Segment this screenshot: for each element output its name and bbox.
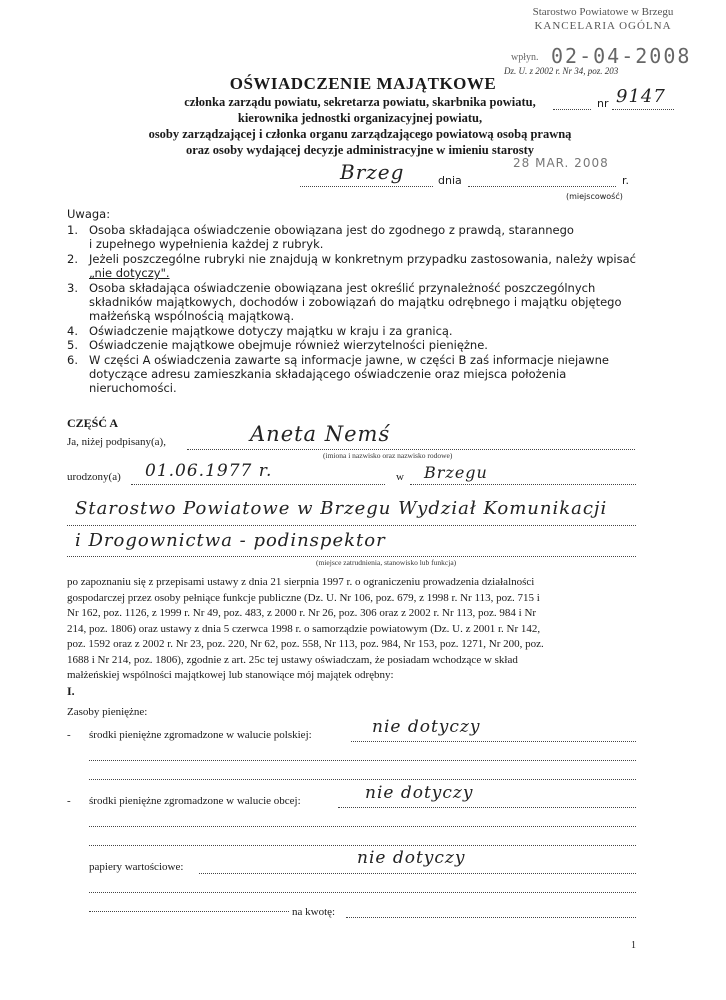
papiery-label: papiery wartościowe: [89, 861, 184, 873]
fx-dash: - [67, 795, 71, 807]
subtitle-line-3: osoby zarządzającej i członka organu zarządzającego powiatową osobą prawną [148, 127, 572, 141]
pln-dash: - [67, 729, 71, 741]
born-date: 01.06.1977 r. [145, 461, 273, 481]
stamp-department: KANCELARIA OGÓLNA [534, 20, 672, 32]
uwaga-3-line-1: Osoba składająca oświadczenie obowiązana jest określić przynależność poszczególnych [89, 281, 596, 295]
nr-label: nr [597, 97, 609, 110]
signed-label: Ja, niżej podpisany(a), [67, 436, 166, 448]
uwaga-5-line-1: Oświadczenie majątkowe obejmuje również wierzytelności pieniężne. [89, 338, 488, 352]
subtitle-line-1: członka zarządu powiatu, sekretarza powiatu, skarbnika powiatu, [184, 95, 536, 109]
fx-dots [338, 807, 636, 808]
part-a-heading: CZĘŚĆ A [67, 416, 119, 430]
document-title: OŚWIADCZENIE MAJĄTKOWE [229, 74, 497, 93]
uwaga-6-line-1: W części A oświadczenia zawarte są informacje jawne, w części B zaś informacje niejawne [89, 353, 609, 367]
stamp-office: Starostwo Powiatowe w Brzegu [532, 6, 674, 18]
section-i: I. [67, 684, 75, 698]
uwaga-num-1: 1. [67, 223, 78, 237]
nr-dots-left [553, 109, 591, 110]
statute-line-7: małżeńskiej wspólności majątkowej lub stanowiące mój majątek odrębny: [67, 669, 394, 681]
r-label: r. [622, 174, 630, 187]
papiery-dots-2 [89, 892, 636, 893]
uwaga-num-3: 3. [67, 281, 78, 295]
fx-label: środki pieniężne zgromadzone w walucie obcej: [89, 795, 301, 807]
born-w-label: w [396, 471, 404, 483]
statute-text [67, 575, 647, 684]
uwaga-1-line-2: i zupełnego wypełnienia każdej z rubryk. [89, 237, 324, 251]
date-stamp-value: 28 MAR. 2008 [513, 156, 609, 170]
uwaga-3-line-2: składników majątkowych, dochodów i zobowiązań do majątku odrębnego i majątku objętego [89, 295, 622, 309]
stamp-received-label: wpłyn. [511, 52, 539, 63]
work-line-2: i Drogownictwa - podinspektor [75, 530, 386, 551]
uwaga-1-line-1: Osoba składająca oświadczenie obowiązana jest do zgodnego z prawdą, starannego [89, 223, 574, 237]
born-date-dots [131, 484, 385, 485]
date-dots [468, 186, 616, 187]
uwaga-2-line-2: „nie dotyczy". [89, 266, 170, 280]
legal-basis: Dz. U. z 2002 r. Nr 34, poz. 203 [504, 66, 619, 76]
pln-label: środki pieniężne zgromadzone w walucie polskiej: [89, 729, 312, 741]
page-number: 1 [631, 940, 636, 951]
place-caption: (miejscowość) [566, 192, 623, 201]
work-dots-1 [67, 525, 636, 526]
work-dots-2 [67, 556, 636, 557]
kwota-dots [346, 917, 636, 918]
work-caption: (miejsce zatrudnienia, stanowisko lub funkcja) [316, 558, 457, 567]
kwota-label: na kwotę: [292, 906, 336, 918]
nr-dots [612, 109, 674, 110]
papiery-value: nie dotyczy [357, 848, 466, 868]
uwaga-2-line-1: Jeżeli poszczególne rubryki nie znajdują w konkretnym przypadku zastosowania, należy wpisać [89, 252, 636, 266]
subtitle-line-2: kierownika jednostki organizacyjnej powiatu, [237, 111, 483, 125]
pln-value: nie dotyczy [372, 717, 481, 737]
uwaga-heading: Uwaga: [67, 207, 111, 221]
born-place-dots [410, 484, 636, 485]
born-place: Brzegu [424, 463, 488, 482]
statute-line-6: 1688 i Nr 214, poz. 1806), zgodnie z art. 25c tej ustawy oświadczam, że posiadam wchodzące w skład [67, 653, 518, 666]
place-value: Brzeg [340, 160, 405, 184]
fx-value: nie dotyczy [365, 783, 474, 803]
pln-dots-3 [89, 779, 636, 780]
statute-line-2: gospodarczej przez osoby pełniące funkcje publiczne (Dz. U. Nr 106, poz. 679, z 1998 r. Nr 113, poz. 715 i [67, 591, 540, 604]
uwaga-3-line-3: małżeńską wspólnością majątkową. [89, 309, 295, 323]
pln-dots [351, 741, 636, 742]
uwaga-num-4: 4. [67, 324, 78, 338]
uwaga-4-line-1: Oświadczenie majątkowe dotyczy majątku w kraju i za granicą. [89, 324, 453, 338]
pln-dots-2 [89, 760, 636, 761]
dnia-label: dnia [438, 174, 462, 187]
signed-name: Aneta Nemś [250, 422, 391, 446]
fx-dots-2 [89, 826, 636, 827]
statute-line-3: Nr 162, poz. 1126, z 1999 r. Nr 49, poz. 483, z 2000 r. Nr 26, poz. 306 oraz z 2002 r. Nr 113, poz. 984 i Nr [67, 607, 537, 619]
work-line-1: Starostwo Powiatowe w Brzegu Wydział Komunikacji [75, 498, 608, 519]
signed-dots [187, 449, 635, 450]
uwaga-num-2: 2. [67, 252, 78, 266]
statute-line-1: po zapoznaniu się z przepisami ustawy z dnia 21 sierpnia 1997 r. o ograniczeniu prowadzenia działalności [67, 576, 535, 588]
uwaga-num-5: 5. [67, 338, 78, 352]
signed-caption: (imiona i nazwisko oraz nazwisko rodowe) [323, 451, 453, 460]
born-label: urodzony(a) [67, 471, 121, 483]
stamp-received-date: 02-04-2008 [551, 44, 692, 68]
nr-value: 9147 [616, 86, 666, 107]
place-dots [300, 186, 433, 187]
subtitle-line-4: oraz osoby wydającej decyzje administracyjne w imieniu starosty [186, 143, 534, 157]
uwaga-6-line-2: dotyczące adresu zamieszkania składającego oświadczenie oraz miejsca położenia [89, 367, 567, 381]
kwota-dots-left [89, 911, 289, 912]
zasoby-label: Zasoby pieniężne: [67, 706, 148, 718]
statute-line-5: poz. 1592 oraz z 2002 r. Nr 23, poz. 220, Nr 62, poz. 558, Nr 113, poz. 984, Nr 153, poz. 1271, Nr 200, poz. [67, 638, 544, 650]
fx-dots-3 [89, 845, 636, 846]
statute-line-4: 214, poz. 1806) oraz ustawy z dnia 5 czerwca 1998 r. o samorządzie powiatowym (Dz. U. z 2001 r. Nr 142, [67, 622, 541, 635]
papiery-dots [199, 873, 636, 874]
uwaga-6-line-3: nieruchomości. [89, 381, 177, 395]
received-stamp [503, 6, 703, 68]
uwaga-num-6: 6. [67, 353, 78, 367]
